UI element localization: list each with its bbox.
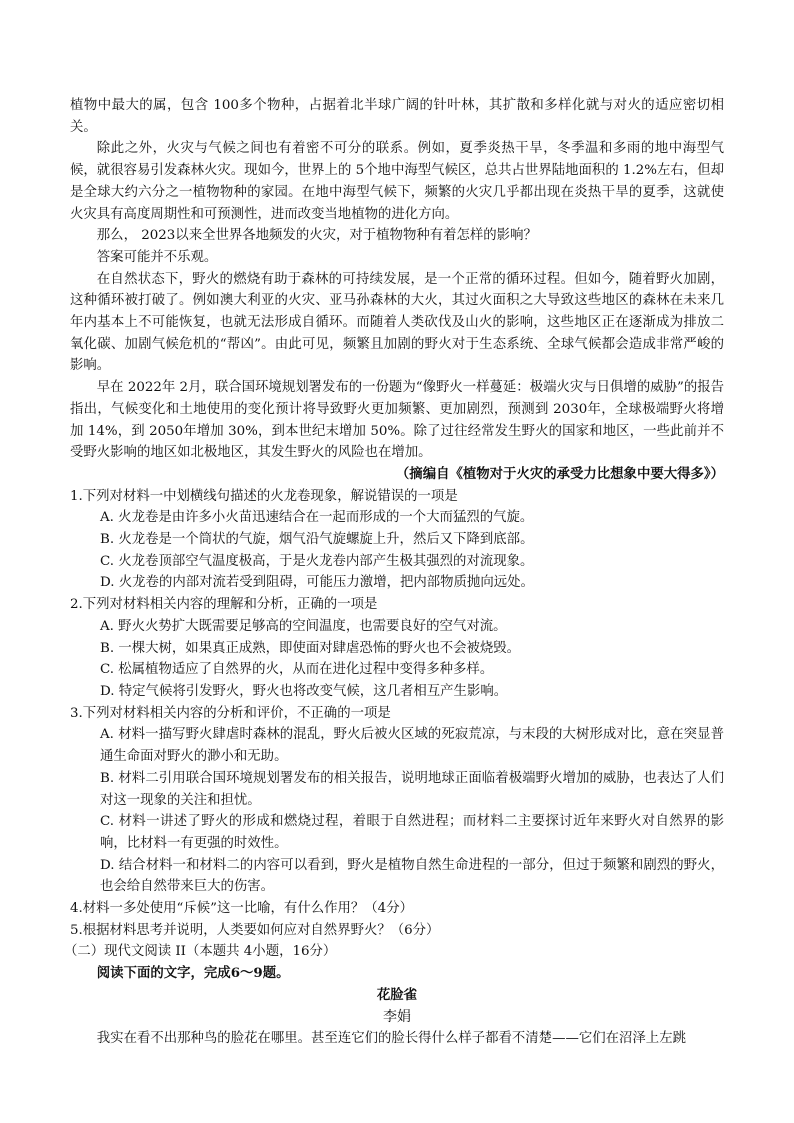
section-heading: （二）现代文阅读 II（本题共 4小题，16分）: [64, 944, 337, 960]
material-paragraph: 植物中最大的属，包含 100多个物种，占据着北半球广阔的针叶林，其扩散和多样化就与对火的适应密切相关。: [70, 98, 724, 135]
question-option: C. 松属植物适应了自然界的火，从而在进化过程中变得多种多样。: [100, 662, 494, 678]
question-2: [70, 594, 724, 703]
question-option: B. 材料二引用联合国环境规划署发布的相关报告，说明地球正面临着极端野火增加的威胁，也表达了人们对这一现象的关注和担忧。: [100, 770, 724, 808]
passage-title: 花脸雀: [376, 986, 418, 1003]
question-option: A. 野火火势扩大既需要足够高的空间温度，也需要良好的空气对流。: [100, 618, 507, 634]
question-option: C. 材料一讲述了野火的形成和燃烧过程，着眼于自然进程；而材料二主要探讨近年来野火对自然界的影响，比材料一有更强的时效性。: [100, 814, 724, 851]
question-5-stem: 5.根据材料思考并说明，人类要如何应对自然界野火？（6分）: [70, 922, 440, 938]
question-stem: 3.下列对材料相关内容的分析和评价，不正确的一项是: [70, 705, 391, 721]
question-1: [70, 486, 724, 595]
material-paragraph: 答案可能并不乐观。: [96, 249, 218, 265]
question-4-stem: 4.材料一多处使用“斥候”这一比喻，有什么作用？（4分）: [70, 901, 413, 917]
question-option: C. 火龙卷顶部空气温度极高，于是火龙卷内部产生极其强烈的对流现象。: [100, 553, 534, 569]
reading-instruction: 阅读下面的文字，完成6～9题。: [96, 965, 290, 982]
question-option: B. 一棵大树，如果真正成熟，即使面对肆虐恐怖的野火也不会被烧毁。: [100, 640, 521, 656]
source-credit: （摘编自《植物对于火灾的承受力比想象中要大得多》）: [395, 465, 724, 482]
question-option: D. 结合材料一和材料二的内容可以看到，野火是植物自然生命进程的一部分，但过于频繁和剧烈的野火，也会给自然带来巨大的伤害。: [100, 857, 724, 895]
material-paragraph: 那么， 2023以来全世界各地频发的火灾，对于植物物种有着怎样的影响？: [96, 228, 537, 244]
question-option: A. 材料一描写野火肆虐时森林的混乱，野火后被火区域的死寂荒凉，与末段的大树形成对比，意在突显普通生命面对野火的渺小和无助。: [100, 727, 724, 765]
material-paragraph: 除此之外，火灾与气候之间也有着密不可分的联系。例如，夏季炎热干旱，冬季温和多雨的地中海型气候，就很容易引发森林火灾。现如今，世界上的 5个地中海型气候区，总共占世界陆地面积的 1.2%左右，但却是全球大约六分之一植物物种的家园。在地中海型气候下，频繁的火灾几乎都出现在炎热干旱的夏季，这就使火灾具有高度周期性和可预测性，进而改变当地植物的进化方向。: [70, 141, 724, 222]
question-option: A. 火龙卷是由许多小火苗迅速结合在一起而形成的一个大而猛烈的气旋。: [100, 510, 534, 526]
question-option: D. 火龙卷的内部对流若受到阻碍，可能压力激增，把内部物质抛向远处。: [100, 575, 534, 591]
passage-first-line: 我实在看不出那种鸟的脸花在哪里。甚至连它们的脸长得什么样子都看不清楚——它们在沼泽上左跳: [96, 1031, 686, 1047]
passage-author: 李娟: [383, 1008, 411, 1025]
question-option: B. 火龙卷是一个筒状的气旋，烟气沿气旋螺旋上升，然后又下降到底部。: [100, 532, 534, 548]
question-stem: 2.下列对材料相关内容的理解和分析，正确的一项是: [70, 597, 378, 613]
document-page: [64, 95, 725, 1050]
question-stem: 1.下列对材料一中划横线句描述的火龙卷现象，解说错误的一项是: [70, 488, 458, 504]
question-3: [70, 703, 724, 898]
material-paragraph: 早在 2022年 2月，联合国环境规划署发布的一份题为“像野火一样蔓延：极端火灾与日俱增的威胁”的报告指出，气候变化和土地使用的变化预计将导致野火更加频繁、更加剧烈，预测到 2030年，全球极端野火将增加 14%，到 2050年增加 30%，到本世纪末增加 50%。除了过往经常发生野火的国家和地区，一些此前并不受野火影响的地区如北极地区，其发生野火的风险也在增加。: [70, 380, 725, 461]
question-option: D. 特定气候将引发野火，野火也将改变气候，这几者相互产生影响。: [100, 683, 508, 699]
material-paragraph: 在自然状态下，野火的燃烧有助于森林的可持续发展，是一个正常的循环过程。但如今，随着野火加剧，这种循环被打破了。例如澳大利亚的火灾、亚马孙森林的大火，其过火面积之大导致这些地区的森林在未来几年内基本上不可能恢复，也就无法形成自循环。而随着人类砍伐及山火的影响，这些地区正在逐渐成为排放二氧化碳、加剧气候危机的“帮凶”。由此可见，频繁且加剧的野火对于生态系统、全球气候都会造成非常严峻的影响。: [70, 271, 724, 374]
